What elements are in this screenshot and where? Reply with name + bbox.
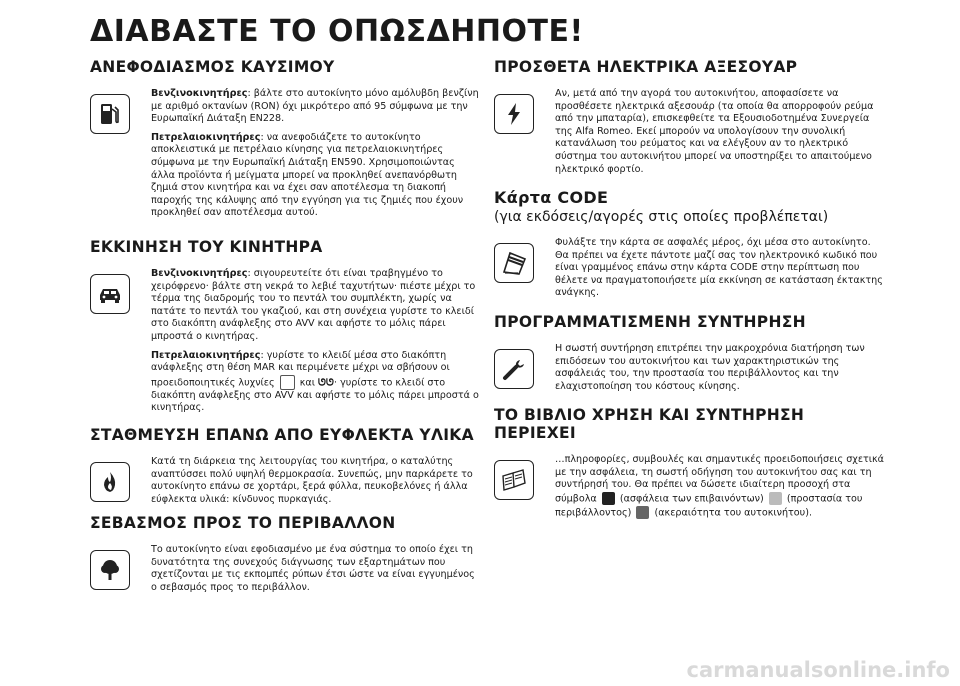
section-scheduled-maintenance (494, 313, 884, 399)
body-text: Το αυτοκίνητο είναι εφοδιασμένο με ένα σύστημα το οποίο έχει τη δυνατότητα της συνεχούς διάγνωσης των εξαρτημάτων που σχετίζονται με τις εκπομπές ρύπων έτσι ώστε να είναι εγγυημένος ο σεβασμός προς το περιβάλλον. (151, 544, 475, 593)
fire-icon (90, 462, 130, 502)
section-heading: ΑΝΕΦΟΔΙΑΣΜΟΣ ΚΑΥΣΙΜΟΥ (90, 58, 335, 76)
section-heading: ΣΕΒΑΣΜΟΣ ΠΡΟΣ ΤΟ ΠΕΡΙΒΑΛΛΟΝ (90, 514, 396, 532)
preheat-warning-icon (280, 375, 295, 390)
body-text: Αν, μετά από την αγορά του αυτοκινήτου, αποφασίσετε να προσθέσετε ηλεκτρικά αξεσουάρ (τα οποία θα απορροφούν ρεύμα από την μπαταρία), επισκεφθείτε τα Εξουσιοδοτημένα Συνεργεία της Alfa Romeo. Εκεί μπορούν να υπολογίσουν την συνολική κατανάλωση του ρεύματος και να ελέγξουν αν το ηλεκτρικό σύστημα του αυτοκινήτου μπορεί να υποστηρίξει το απαιτούμενο ηλεκτρικό φορτίο. (555, 88, 874, 175)
page-title: ΔΙΑΒΑΣΤΕ ΤΟ ΟΠΩΣΔΗΠΟΤΕ! (90, 14, 584, 49)
body-text: · γυρίστε το κλειδί στο διακόπτη ανάφλεξης στο AVV και αφήστε το μόλις πάρει μπροστά ο κινητήρας. (151, 377, 479, 414)
section-heading: ΠΡΟΣΘΕΤΑ ΗΛΕΚΤΡΙΚΑ ΑΞΕΣΟΥΑΡ (494, 58, 798, 76)
bold-term: Πετρελαιοκινητήρες (151, 131, 261, 143)
body-text: (ασφάλεια των επιβαινόντων) (619, 493, 764, 505)
tree-icon (90, 550, 130, 590)
body-text: (προστασία του περιβάλλοντος) (555, 493, 863, 519)
section-heading: Κάρτα CODE (494, 188, 609, 207)
body-text: Κατά τη διάρκεια της λειτουργίας του κινητήρα, ο καταλύτης αναπτύσσει πολύ υψηλή θερμοκρασία. Συνεπώς, μην παρκάρετε το αυτοκίνητο επάνω σε χορτάρι, ξερά φύλλα, πευκοβελόνες ή άλλα εύφλεκτα υλικά: κίνδυνος πυρκαγιάς. (151, 456, 473, 505)
section-subheading: (για εκδόσεις/αγορές στις οποίες προβλέπεται) (494, 209, 829, 225)
section-manual-contents (494, 406, 884, 526)
wrench-icon (494, 349, 534, 389)
fuel-pump-icon (90, 94, 130, 134)
section-electrical-accessories (494, 58, 884, 182)
section-environment (90, 514, 480, 600)
section-heading: ΠΡΟΓΡΑΜΜΑΤΙΣΜΕΝΗ ΣΥΝΤΗΡΗΣΗ (494, 313, 806, 331)
body-text: και (299, 377, 315, 389)
section-parking (90, 426, 480, 512)
bold-term: Βενζινοκινητήρες (151, 268, 248, 279)
card-icon (494, 243, 534, 283)
vehicle-integrity-icon (636, 506, 649, 519)
environment-protection-icon (769, 492, 782, 505)
body-text: : γυρίστε το κλειδί μέσα στο διακόπτη ανάφλεξης στη θέση MAR και περιμένετε μέχρι να σβήσουν οι προειδοποιητικές λυχνίες (151, 349, 450, 389)
bold-term: Βενζινοκινητήρες (151, 88, 248, 99)
watermark: carmanualsonline.info (686, 658, 950, 682)
bold-term: Πετρελαιοκινητήρες (151, 349, 261, 361)
section-engine-start (90, 238, 480, 421)
body-text: (ακεραιότητα του αυτοκινήτου). (654, 507, 813, 519)
body-text: : σιγουρευτείτε ότι είναι τραβηγμένο το χειρόφρενο· βάλτε στη νεκρά το λεβιέ ταχυτήτων· πιέστε μέχρι το τέρμα της διαδρομής του το πεντάλ του συμπλέκτη, χωρίς να πατάτε το πεντάλ του γκαζιού, και στη συνέχεια γυρίστε το κλειδί στο διακόπτη ανάφλεξης στο AVV και αφήστε το μόλις πάρει μπροστά ο κινητήρας. (151, 268, 476, 342)
section-heading: ΣΤΑΘΜΕΥΣΗ ΕΠΑΝΩ ΑΠΟ ΕΥΦΛΕΚΤΑ ΥΛΙΚΑ (90, 426, 474, 444)
glow-plug-icon: ᘎᘎ (318, 377, 334, 389)
section-code-card (494, 188, 884, 306)
section-heading: ΤΟ ΒΙΒΛΙΟ ΧΡΗΣΗ ΚΑΙ ΣΥΝΤΗΡΗΣΗ ΠΕΡΙΕΧΕΙ (494, 406, 805, 442)
body-text: Η σωστή συντήρηση επιτρέπει την μακροχρόνια διατήρηση των επιδόσεων του αυτοκινήτου και των χαρακτηριστικών της ασφάλειάς του, την προστασία του περιβάλλοντος και την ελαχιστοποίηση του κόστους κίνησης. (555, 343, 865, 392)
occupant-safety-icon (602, 492, 615, 505)
car-icon (90, 274, 130, 314)
body-text: Φυλάξτε την κάρτα σε ασφαλές μέρος, όχι μέσα στο αυτοκίνητο. Θα πρέπει να έχετε πάντοτε μαζί σας τον ηλεκτρονικό κωδικό που είναι γραμμένος επάνω στην κάρτα CODE στην περίπτωση που θέλετε να πραγματοποιήσετε μία εκκίνηση σε κατάσταση έκτακτης ανάγκης. (555, 237, 883, 299)
body-text: : βάλτε στο αυτοκίνητο μόνο αμόλυβδη βενζίνη με αριθμό οκτανίων (RON) όχι μικρότερο από 95 σύμφωνα με την Ευρωπαϊκή Διάταξη EN228. (151, 88, 479, 125)
body-text: …πληροφορίες, συμβουλές και σημαντικές προειδοποιήσεις σχετικά με την ασφάλεια, τη σωστή οδήγηση του αυτοκινήτου σας και τη συντήρησή του. Θα πρέπει να δώσετε ιδιαίτερη προσοχή στα σύμβολα (555, 454, 885, 505)
book-icon (494, 460, 534, 500)
section-heading: ΕΚΚΙΝΗΣΗ ΤΟΥ ΚΙΝΗΤΗΡΑ (90, 238, 323, 256)
section-refueling (90, 58, 480, 226)
lightning-icon (494, 94, 534, 134)
body-text: : να ανεφοδιάζετε το αυτοκίνητο αποκλειστικά με πετρέλαιο κίνησης για πετρελαιοκινητήρες σύμφωνα με την Ευρωπαϊκή Διάταξη EN590. Χρησιμοποιώντας άλλα προϊόντα ή μείγματα μπορεί να προκληθεί ανεπανόρθωτη ζημιά στον κινητήρα και να έχει σαν αποτέλεσμα τη διακοπή παροχής της κάλυψης από την εγγύηση για τις ζημιές που έχουν προκληθεί σαν αποτέλεσμα αυτού. (151, 131, 464, 219)
